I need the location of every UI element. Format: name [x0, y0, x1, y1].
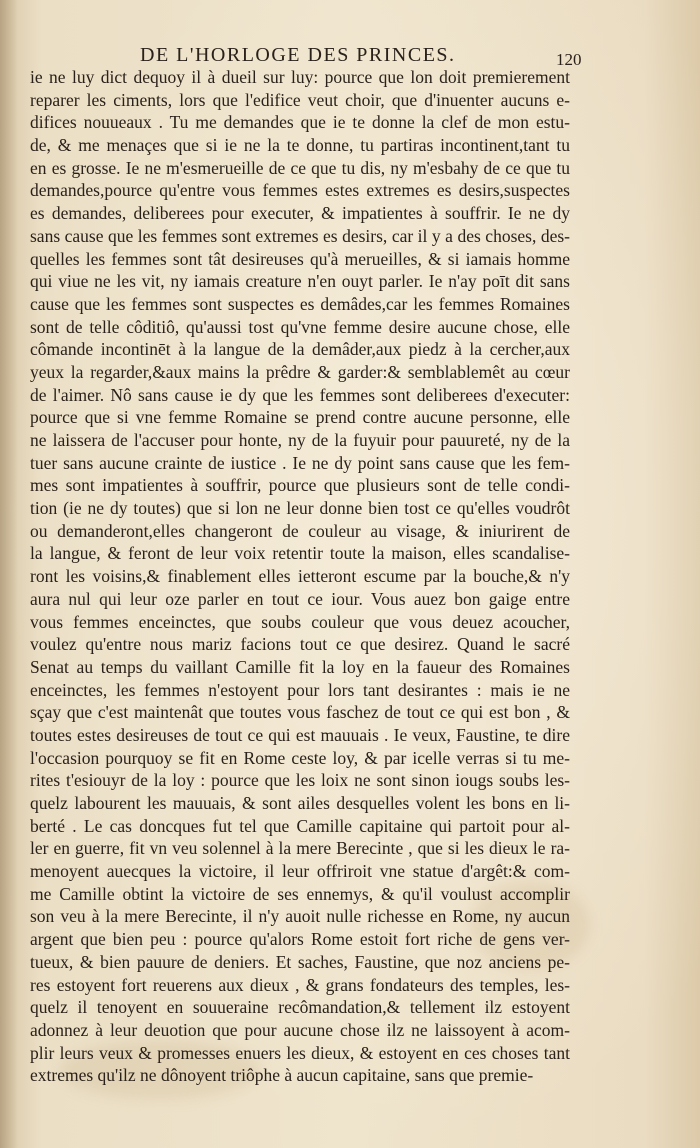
- text-line: sont de telle côditiô, qu'aussi tost qu'vne femme desire aucune chose, elle: [30, 316, 570, 337]
- text-line: l'occasion pourquoy se fit en Rome ceste loy, & par icelle verras si tu me-: [30, 747, 570, 768]
- text-line: es demandes, deliberees pour executer, & impatientes à souffrir. Ie ne dy: [30, 203, 570, 224]
- text-line: extremes qu'ilz ne dônoyent triôphe à aucun capitaine, sans que premie-: [30, 1065, 534, 1086]
- text-line: menoyent auecques la victoire, il leur offriroit vne statue d'argêt:& com-: [30, 861, 570, 882]
- text-line: sçay que c'est maintenât que toutes vous faschez de tout ce qui est bon , &: [30, 702, 570, 723]
- text-line: pource que si vne femme Romaine se prend contre aucune personne, elle: [30, 407, 570, 428]
- text-line: qui viue ne les vit, ny iamais creature n'en ouyt parler. Ie n'ay poīt dit sans: [30, 271, 570, 292]
- body-text: [30, 66, 570, 1087]
- running-title: DE L'HORLOGE DES PRINCES.: [140, 44, 456, 66]
- text-line: ie ne luy dict dequoy il à dueil sur luy: pource que lon doit premierement: [30, 67, 570, 87]
- text-line: quelles les femmes sont tât desireuses qu'à merueilles, & si iamais homme: [30, 248, 570, 269]
- text-line: cômande incontinēt à la langue de la demâder,aux piedz à la cercher,aux: [30, 339, 570, 360]
- text-line: cause que les femmes sont suspectes es demâdes,car les femmes Romaines: [30, 293, 570, 314]
- text-line: quelz il tenoyent en souueraine recômandation,& tellement ilz estoyent: [30, 997, 570, 1018]
- folio-number: 120: [556, 50, 582, 69]
- text-line: sans cause que les femmes sont extremes es desirs, car il y a des choses, des-: [30, 225, 570, 246]
- text-line: res estoyent fort reuerens aux dieux , & grans fondateurs des temples, les-: [30, 974, 570, 995]
- text-line: difices nouueaux . Tu me demandes que ie te donne la clef de mon estu-: [30, 112, 570, 133]
- text-line: me Camille obtint la victoire de ses ennemys, & qu'il voulust accomplir: [30, 883, 570, 904]
- text-line: ou demanderont,elles changeront de couleur au visage, & iniurirent de: [30, 520, 570, 541]
- text-line: tion (ie ne dy toutes) que si lon ne leur donne bien tost ce qu'elles voudrôt: [30, 498, 570, 519]
- text-line: mes sont impatientes à souffrir, pource que plusieurs sont de telle condi-: [30, 475, 570, 496]
- text-line: en es grosse. Ie ne m'esmerueille de ce que tu dis, ny m'esbahy de ce que tu: [30, 157, 570, 178]
- text-line: argent que bien peu : pource qu'alors Rome estoit fort riche de gens ver-: [30, 929, 570, 950]
- text-line: voulez qu'entre nous mariz facions tout ce que desirez. Quand le sacré: [30, 634, 570, 655]
- text-line: ne laissera de l'accuser pour honte, ny de la fuyuir pour pauureté, ny de la: [30, 430, 570, 450]
- text-line: vous femmes enceinctes, que soubs couleur que vous deuez acoucher,: [30, 611, 570, 632]
- text-line: tuer sans aucune crainte de iustice . Ie ne dy point sans cause que les fem-: [30, 452, 570, 473]
- text-line: berté . Le cas doncques fut tel que Camille capitaine qui partoit pour al-: [30, 815, 570, 836]
- text-line: reparer les ciments, lors que l'edifice veut choir, que d'inuenter aucuns e-: [30, 89, 570, 110]
- text-line: ler en guerre, fit vn veu solennel à la mere Berecinte , que si les dieux le ra-: [30, 838, 570, 859]
- text-line: quelz labourent les mauuais, & sont ailes desquelles volent les bons en li-: [30, 793, 570, 813]
- text-line: toutes estes desireuses de tout ce qui est mauuais . Ie veux, Faustine, te dire: [30, 724, 570, 745]
- text-line: de, & me menaçes que si ie ne la te donne, tu partiras incontinent,tant tu: [30, 135, 570, 156]
- text-line: tueux, & bien pauure de deniers. Et saches, Faustine, que noz anciens pe-: [30, 951, 570, 972]
- page-gutter-shadow: [0, 0, 18, 1148]
- text-line: la langue, & feront de leur voix retentir toute la maison, elles scandalise-: [30, 543, 570, 564]
- text-line: Senat au temps du vaillant Camille fit la loy en la faueur des Romaines: [30, 656, 570, 677]
- text-line: ront les voisins,& finablement elles ietteront escume par la bouche,& n'y: [30, 566, 570, 587]
- text-line: plir leurs veux & promesses enuers les dieux, & estoyent en ces choses tant: [30, 1042, 570, 1063]
- text-line: demandes,pource qu'entre vous femmes estes extremes es desirs,suspectes: [30, 180, 570, 201]
- text-line: adonnez à leur deuotion que pour aucune chose ilz ne laissoyent à acom-: [30, 1019, 570, 1040]
- text-line: aura nul qui leur oze parler en tout ce iour. Vous auez bon gaige entre: [30, 588, 570, 609]
- text-line: rites t'esiouyr de la loy : pource que les loix ne sont sinon iougs soubs les-: [30, 770, 570, 791]
- text-line: enceinctes, les femmes n'estoyent pour lors tant desirantes : mais ie ne: [30, 679, 570, 700]
- text-line: son veu à la mere Berecinte, il n'y auoit nulle richesse en Rome, ny aucun: [30, 906, 570, 927]
- text-line: de l'aimer. Nô sans cause ie dy que les femmes sont deliberees d'executer:: [30, 384, 570, 405]
- text-line: yeux la regarder,&aux mains la prêdre & garder:& semblablemêt au cœur: [30, 361, 570, 382]
